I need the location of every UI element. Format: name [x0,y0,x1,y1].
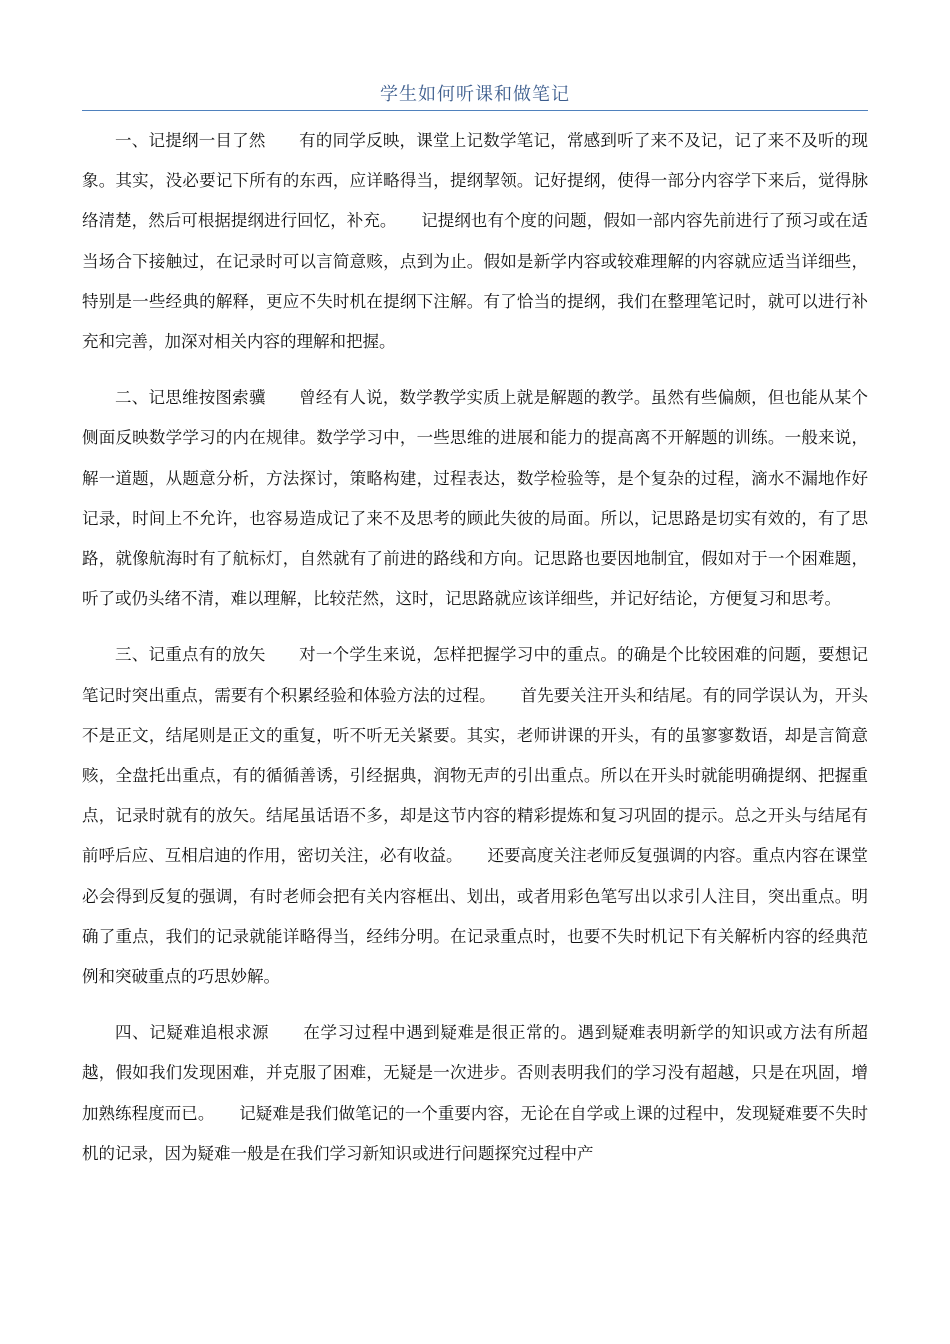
document-page [82,0,868,1174]
paragraph-outline: 一、记提纲一目了然 有的同学反映，课堂上记数学笔记，常感到听了来不及记，记了来不及听的现象。其实，没必要记下所有的东西，应详略得当，提纲挈领。记好提纲，使得一部分内容学下来后，觉得脉络清楚，然后可根据提纲进行回忆，补充。 记提纲也有个度的问题，假如一部内容先前进行了预习或在适当场合下接触过，在记录时可以言简意赅，点到为止。假如是新学内容或较难理解的内容就应适当详细些，特别是一些经典的解释，更应不失时机在提纲下注解。有了恰当的提纲，我们在整理笔记时，就可以进行补充和完善，加深对相关内容的理解和把握。 [82,131,868,352]
paragraph-thinking: 二、记思维按图索骥 曾经有人说，数学教学实质上就是解题的教学。虽然有些偏颇，但也能从某个侧面反映数学学习的内在规律。数学学习中，一些思维的进展和能力的提高离不开解题的训练。一般来说，解一道题，从题意分析，方法探讨，策略构建，过程表达，数学检验等，是个复杂的过程，滴水不漏地作好记录，时间上不允许，也容易造成记了来不及思考的顾此失彼的局面。所以，记思路是切实有效的，有了思路，就像航海时有了航标灯，自然就有了前进的路线和方向。记思路也要因地制宜，假如对于一个困难题，听了或仍头绪不清，难以理解，比较茫然，这时，记思路就应该详细些，并记好结论，方便复习和思考。 [82,388,868,609]
title-underline [82,110,868,111]
document-title: 学生如何听课和做笔记 [380,84,570,105]
paragraph-difficulties: 四、记疑难追根求源 在学习过程中遇到疑难是很正常的。遇到疑难表明新学的知识或方法有所超越，假如我们发现困难，并克服了困难，无疑是一次进步。否则表明我们的学习没有超越，只是在巩固，增加熟练程度而已。 记疑难是我们做笔记的一个重要内容，无论在自学或上课的过程中，发现疑难要不失时机的记录，因为疑难一般是在我们学习新知识或进行问题探究过程中产 [82,1023,868,1163]
paragraph-key-points: 三、记重点有的放矢 对一个学生来说，怎样把握学习中的重点。的确是个比较困难的问题，要想记笔记时突出重点，需要有个积累经验和体验方法的过程。 首先要关注开头和结尾。有的同学误认为，开头不是正文，结尾则是正文的重复，听不听无关紧要。其实，老师讲课的开头，有的虽寥寥数语，却是言简意赅，全盘托出重点，有的循循善诱，引经据典，润物无声的引出重点。所以在开头时就能明确提纲、把握重点，记录时就有的放矢。结尾虽话语不多，却是这节内容的精彩提炼和复习巩固的提示。总之开头与结尾有前呼后应、互相启迪的作用，密切关注，必有收益。 还要高度关注老师反复强调的内容。重点内容在课堂必会得到反复的强调，有时老师会把有关内容框出、划出，或者用彩色笔写出以求引人注目，突出重点。明确了重点，我们的记录就能详略得当，经纬分明。在记录重点时，也要不失时机记下有关解析内容的经典范例和突破重点的巧思妙解。 [82,645,868,987]
